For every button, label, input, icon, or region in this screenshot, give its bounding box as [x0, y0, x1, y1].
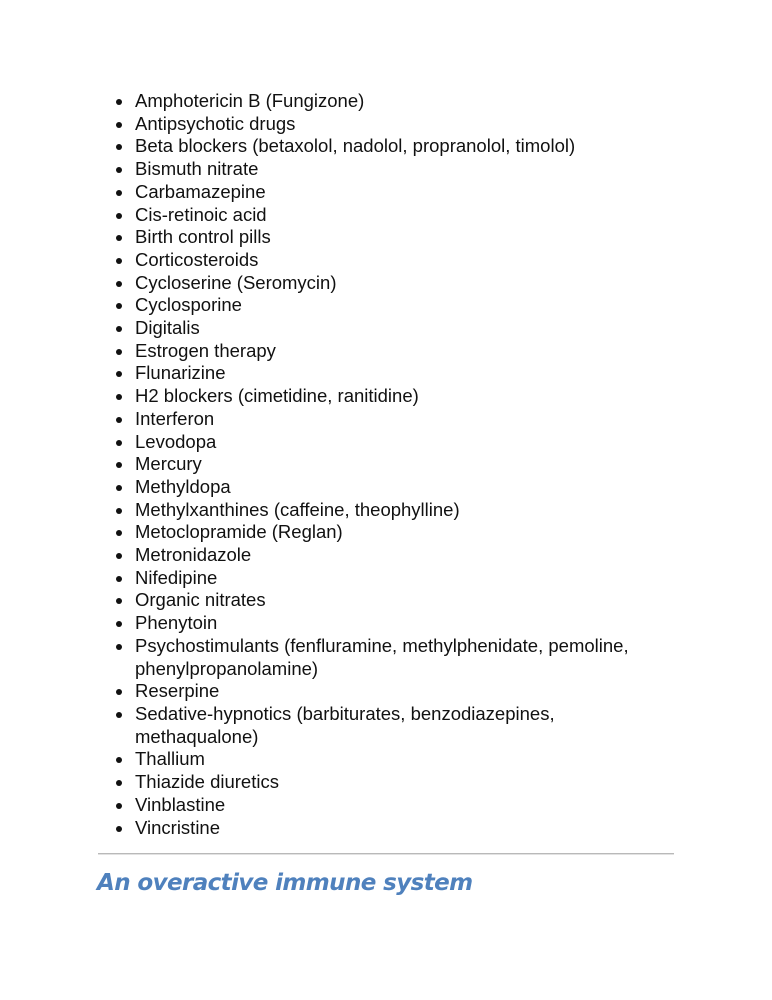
bullet-icon [116, 462, 122, 468]
list-item-text: Psychostimulants (fenfluramine, methylphenidate, pemoline, phenylpropanolamine) [135, 634, 629, 679]
bullet-icon [116, 757, 122, 763]
bullet-icon [116, 644, 122, 650]
bullet-icon [116, 417, 122, 423]
list-item [116, 181, 676, 204]
list-item [116, 817, 676, 840]
list-item [116, 340, 676, 363]
list-item-text: Bismuth nitrate [135, 158, 259, 180]
list-item-text: Digitalis [135, 317, 200, 339]
list-item-text: Phenytoin [135, 612, 218, 634]
list-item [116, 476, 676, 499]
list-item [116, 635, 676, 680]
bullet-icon [116, 803, 122, 809]
list-item-text: Methyldopa [135, 475, 231, 497]
list-item-text: Organic nitrates [135, 589, 266, 611]
list-item [116, 680, 676, 703]
list-item [116, 113, 676, 136]
list-item-text: Interferon [135, 407, 215, 429]
list-item [116, 771, 676, 794]
list-item-text: Reserpine [135, 680, 220, 702]
list-item [116, 204, 676, 227]
list-item-text: Thiazide diuretics [135, 771, 279, 793]
bullet-icon [116, 326, 122, 332]
list-item-text: Metoclopramide (Reglan) [135, 521, 343, 543]
bullet-icon [116, 167, 122, 173]
list-item [116, 794, 676, 817]
bullet-icon [116, 553, 122, 559]
bullet-icon [116, 303, 122, 309]
list-item [116, 90, 676, 113]
horizontal-rule [98, 853, 674, 855]
list-item [116, 362, 676, 385]
list-item-text: Cycloserine (Seromycin) [135, 271, 337, 293]
bullet-icon [116, 394, 122, 400]
list-item-text: Vincristine [135, 816, 221, 838]
bullet-icon [116, 281, 122, 287]
drug-list [116, 90, 676, 839]
bullet-icon [116, 258, 122, 264]
bullet-icon [116, 621, 122, 627]
bullet-icon [116, 826, 122, 832]
bullet-icon [116, 122, 122, 128]
list-item [116, 249, 676, 272]
list-item [116, 317, 676, 340]
bullet-icon [116, 440, 122, 446]
bullet-icon [116, 508, 122, 514]
list-item [116, 431, 676, 454]
bullet-icon [116, 235, 122, 241]
list-item [116, 272, 676, 295]
list-item-text: Cyclosporine [135, 294, 242, 316]
list-item-text: H2 blockers (cimetidine, ranitidine) [135, 385, 419, 407]
bullet-icon [116, 780, 122, 786]
bullet-icon [116, 144, 122, 150]
list-item [116, 748, 676, 771]
list-item-text: Flunarizine [135, 362, 226, 384]
list-item [116, 226, 676, 249]
list-item-text: Amphotericin B (Fungizone) [135, 90, 365, 111]
bullet-icon [116, 598, 122, 604]
list-item-text: Corticosteroids [135, 248, 259, 270]
bullet-icon [116, 576, 122, 582]
bullet-icon [116, 349, 122, 355]
list-item [116, 294, 676, 317]
bullet-icon [116, 485, 122, 491]
list-item [116, 499, 676, 522]
list-item-text: Levodopa [135, 430, 217, 452]
list-item-text: Sedative-hypnotics (barbiturates, benzodiazepines, methaqualone) [135, 702, 555, 747]
bullet-icon [116, 689, 122, 695]
list-item [116, 453, 676, 476]
list-item [116, 703, 676, 748]
section-heading: An overactive immune system [97, 870, 473, 896]
bullet-icon [116, 190, 122, 196]
list-item [116, 521, 676, 544]
bullet-icon [116, 530, 122, 536]
bullet-icon [116, 99, 122, 105]
list-item-text: Thallium [135, 748, 205, 770]
bullet-icon [116, 213, 122, 219]
list-item-text: Metronidazole [135, 544, 252, 566]
list-item-text: Methylxanthines (caffeine, theophylline) [135, 498, 460, 520]
list-item-text: Antipsychotic drugs [135, 112, 296, 134]
list-item-text: Carbamazepine [135, 180, 266, 202]
list-item-text: Nifedipine [135, 566, 218, 588]
list-item [116, 408, 676, 431]
list-item-text: Cis-retinoic acid [135, 203, 267, 225]
list-item [116, 135, 676, 158]
list-item [116, 589, 676, 612]
list-item-text: Beta blockers (betaxolol, nadolol, propranolol, timolol) [135, 135, 576, 157]
list-item-text: Mercury [135, 453, 202, 475]
list-item [116, 612, 676, 635]
list-item [116, 544, 676, 567]
list-item-text: Vinblastine [135, 793, 226, 815]
list-item-text: Birth control pills [135, 226, 271, 248]
list-item [116, 385, 676, 408]
bullet-icon [116, 712, 122, 718]
list-item [116, 567, 676, 590]
list-item-text: Estrogen therapy [135, 339, 276, 361]
list-item [116, 158, 676, 181]
bullet-icon [116, 371, 122, 377]
